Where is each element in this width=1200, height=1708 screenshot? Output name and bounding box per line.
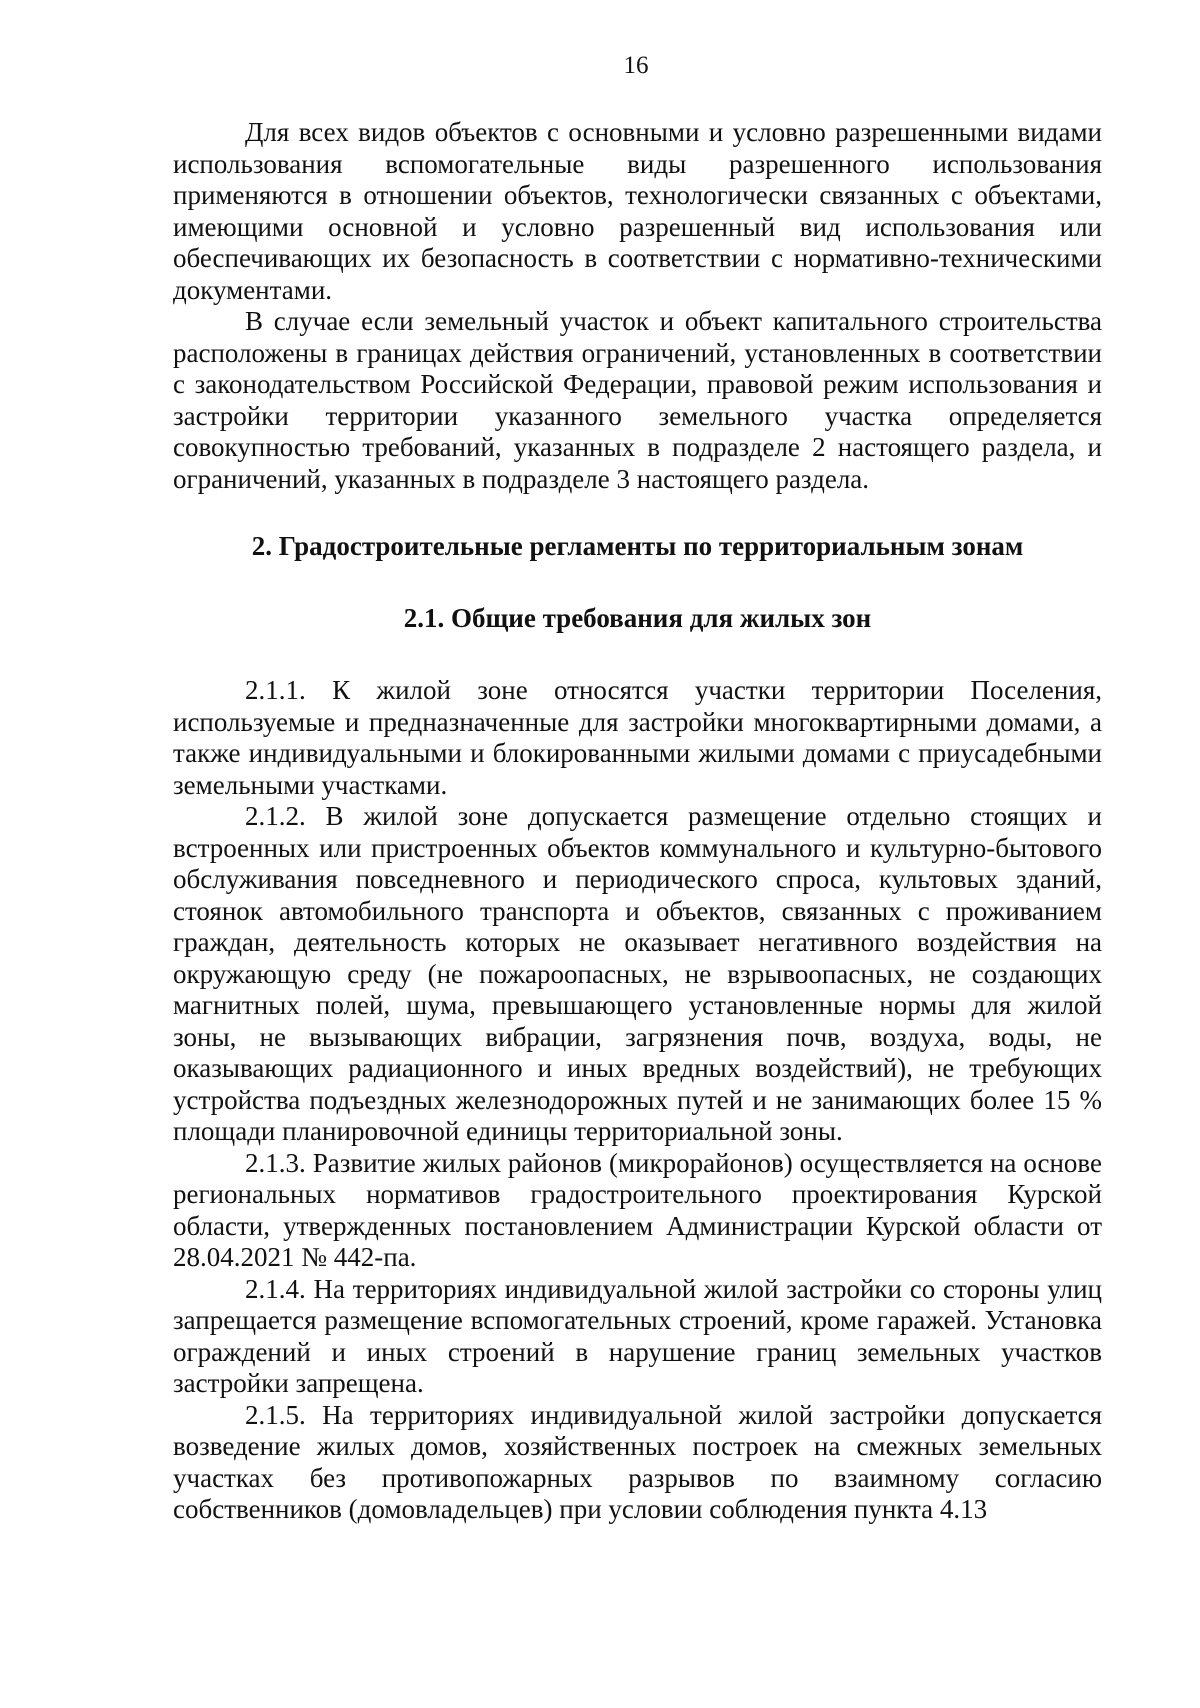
section-heading: 2. Градостроительные регламенты по территориальным зонам xyxy=(251,531,1024,561)
clause-2-1-4: 2.1.4. На территориях индивидуальной жилой застройки со стороны улиц запрещается размещение вспомогательных строений, кроме гаражей. Установка ограждений и иных строений в нарушение границ земельных участков застройки запрещена. xyxy=(173,1273,1102,1398)
subsection-heading: 2.1. Общие требования для жилых зон xyxy=(403,602,872,633)
clause-2-1-3: 2.1.3. Развитие жилых районов (микрорайонов) осуществляется на основе региональных нормативов градостроительного проектирования Курской области, утвержденных постановлением Администрации Курской области от 28.04.2021 № 442-па. xyxy=(173,1147,1102,1272)
page-number: 16 xyxy=(623,52,649,79)
clause-2-1-1: 2.1.1. К жилой зоне относятся участки территории Поселения, используемые и предназначенные для застройки многоквартирными домами, а также индивидуальными и блокированными жилыми домами с приусадебными земельными участками. xyxy=(173,675,1102,800)
clause-2-1-5: 2.1.5. На территориях индивидуальной жилой застройки допускается возведение жилых домов, хозяйственных построек на смежных земельных участках без противопожарных разрывов по взаимному согласию собственников (домовладельцев) при условии соблюдения пункта 4.13 xyxy=(173,1399,1102,1524)
paragraph-accessory-uses: Для всех видов объектов с основными и условно разрешенными видами использования вспомогательные виды разрешенного использования применяются в отношении объектов, технологически связанных с объектами, имеющими основной и условно разрешенный вид использования или обеспечивающих их безопасность в соответствии с нормативно-техническими документами. xyxy=(173,117,1102,305)
clause-2-1-2: 2.1.2. В жилой зоне допускается размещение отдельно стоящих и встроенных или пристроенных объектов коммунального и культурно-бытового обслуживания повседневного и периодического спроса, культовых зданий, стоянок автомобильного транспорта и объектов, связанных с проживанием граждан, деятельность которых не оказывает негативного воздействия на окружающую среду (не пожароопасных, не взрывоопасных, не создающих магнитных полей, шума, превышающего установленные нормы для жилой зоны, не вызывающих вибрации, загрязнения почв, воздуха, воды, не оказывающих радиационного и иных вредных воздействий), не требующих устройства подъездных железнодорожных путей и не занимающих более 15 % площади планировочной единицы территориальной зоны. xyxy=(173,801,1102,1146)
paragraph-restrictions: В случае если земельный участок и объект капитального строительства расположены в границах действия ограничений, установленных в соответствии с законодательством Российской Федерации, правовой режим использования и застройки территории указанного земельного участка определяется совокупностью требований, указанных в подразделе 2 настоящего раздела, и ограничений, указанных в подразделе 3 настоящего раздела. xyxy=(173,306,1102,494)
document-body xyxy=(173,117,1102,1526)
